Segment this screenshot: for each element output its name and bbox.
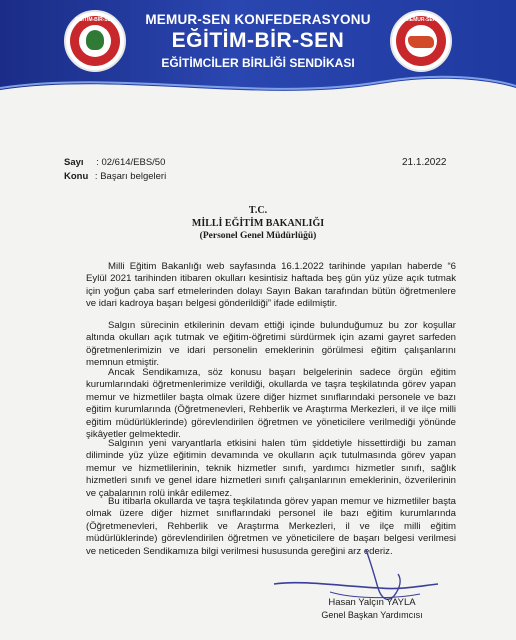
letter-date: 21.1.2022 (402, 157, 447, 168)
turkey-map-icon (408, 36, 434, 48)
recipient-ministry: MİLLİ EĞİTİM BAKANLIĞI (191, 218, 325, 229)
paragraph-4: Salgının yeni varyantlarla etkisini halen tüm şiddetiyle hissettirdiği bu zaman diliminde yüz yüze eğitimin devamında ve okulların açık tutulmasında görev yapan memur ve hizmetlilerinin, teknik hizmetler sınıfı, yardımcı hizmetler sınıfı, sağlık hizmetleri sınıfı ve genel idare hizmetleri sınıfı çalışanlarının emeklerinin, özverilerinin ve çabalarının rolü inkâr edilemez. (86, 438, 456, 499)
letterhead-banner (0, 0, 516, 96)
confederation-name: MEMUR-SEN KONFEDERASYONU (145, 12, 371, 27)
paragraph-5: Bu itibarla okullarda ve taşra teşkilatında görev yapan memur ve hizmetliler başta olmak üzere diğer hizmet sınıflarındaki personel ile bazı eğitim kurumlarında (Öğretmenevleri, Rehberlik ve Araştırma Merkezleri, il ve ilçe milli eğitim müdürlüklerinde) görevlendirilen öğretmen ve yöneticilere de başarı belgesi verilmesi ve neticeden Sendikamıza bilgi verilmesi hususunda gereğini arz ederiz. (86, 496, 456, 557)
flame-icon (86, 30, 104, 50)
memur-sen-logo: MEMUR-SEN (390, 10, 452, 72)
subject-line: Konu : Başarı belgeleri (64, 171, 167, 182)
paragraph-2: Salgın sürecinin etkilerinin devam ettiği içinde bulunduğumuz bu zor koşullar altında okulları açık tutmak ve eğitim-öğretimi sürdürmek için azami gayret sarfeden öğretmenlerimizin ve idari personelin emeklerinin görülmesi eğitim çalışanlarını memnun etmiştir. (86, 320, 456, 369)
reference-number: Sayı : 02/614/EBS/50 (64, 157, 166, 168)
banner-wave (0, 70, 516, 110)
union-name: EĞİTİM-BİR-SEN (171, 29, 345, 52)
paragraph-3: Ancak Sendikamıza, söz konusu başarı belgelerinin sadece örgün eğitim kurumlarındaki öğretmenlerimize verildiği, okullarda ve taşra teşkilatında görev yapan memur ve hizmetliler başta olmak üzere diğer hizmet sınıflarındaki personele ve bazı eğitim kurumlarında (Öğretmenevleri, Rehberlik ve Araştırma Merkezleri, il ve ilçe milli eğitim müdürlüklerinde) görevlendirilen öğretmen ve yöneticilere verilmediği yönünde şikâyetler gelmektedir. (86, 367, 456, 441)
recipient-department: (Personel Genel Müdürlüğü) (199, 231, 317, 241)
union-subtitle: EĞİTİMCİLER BİRLİĞİ SENDİKASI (161, 56, 355, 70)
egitim-bir-sen-logo: EĞİTİM-BİR-SEN (64, 10, 126, 72)
signatory-title: Genel Başkan Yardımcısı (321, 610, 423, 620)
signatory-name: Hasan Yalçın YAYLA (328, 597, 416, 608)
recipient-tc: T.C. (248, 205, 268, 216)
paragraph-1: Milli Eğitim Bakanlığı web sayfasında 16.1.2022 tarihinde yapılan haberde “6 Eylül 2021 tarihinden itibaren okulları kesintisiz haftada beş gün yüz yüze açık tutmak için yoğun çaba sarf etmelerinden dolayı Sayın Bakan tarafından bütün öğretmenlere ve idari kadroya başarı belgesi gönderildiği” ifade edilmiştir. (86, 261, 456, 310)
